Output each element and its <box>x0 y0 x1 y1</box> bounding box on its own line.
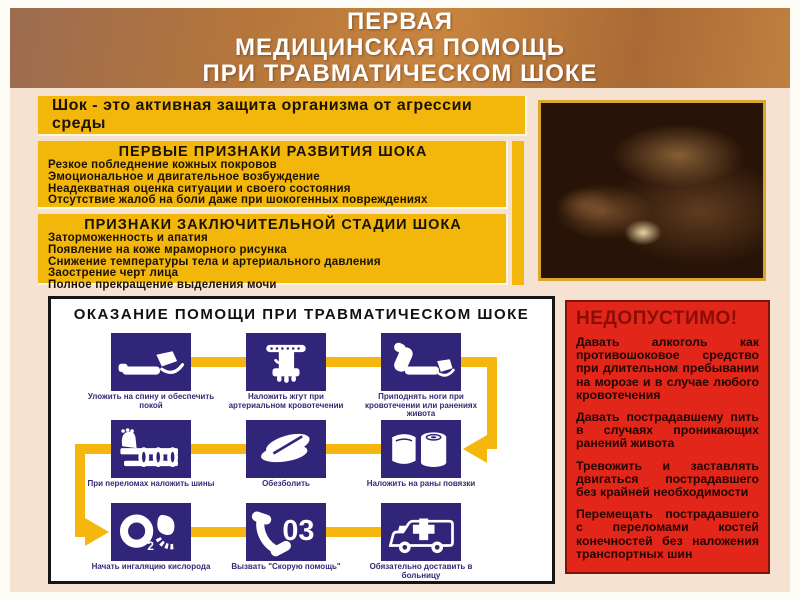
phone-03-icon <box>250 507 322 557</box>
oxygen-icon <box>115 507 187 557</box>
step-caption: Обезболить <box>262 479 310 488</box>
aid-step-tile <box>111 420 191 478</box>
final-sign-item: Полное прекращение выделения мочи <box>48 279 277 292</box>
flow-connector <box>191 444 246 454</box>
first-sign-item: Эмоциональное и двигательное возбуждение <box>48 170 320 183</box>
step-caption: Вызвать "Скорую помощь" <box>231 562 341 571</box>
raised-legs-icon <box>385 337 457 387</box>
aid-step-tile <box>246 420 326 478</box>
step-caption: Обязательно доставить в больницу <box>369 562 473 580</box>
title-line-2: МЕДИЦИНСКАЯ ПОМОЩЬ <box>235 34 565 61</box>
yellow-divider-strip <box>512 141 524 285</box>
flow-connector <box>326 444 381 454</box>
final-sign-item: Заторможенность и апатия <box>48 232 208 244</box>
final-sign-item: Заострение черт лица <box>48 267 179 280</box>
aid-step-tile <box>381 420 461 478</box>
flow-arrow-left-icon <box>463 435 487 463</box>
step-caption: Наложить на раны повязки <box>366 479 476 488</box>
title-line-3: ПРИ ТРАВМАТИЧЕСКОМ ШОКЕ <box>202 60 598 87</box>
step-caption: Начать ингаляцию кислорода <box>91 562 211 571</box>
step-caption: Уложить на спину и обеспечить покой <box>87 392 215 410</box>
forbidden-panel <box>565 300 770 574</box>
final-sign-item: Снижение температуры тела и артериального давления <box>48 255 381 268</box>
shock-definition-box <box>38 96 527 136</box>
step-caption: Приподнять ноги при кровотечении или ранениях живота <box>364 392 478 419</box>
tourniquet-icon <box>250 337 322 387</box>
forbidden-item: Перемещать пострадавшего с переломами костей конечностей без наложения транспортных шин <box>576 507 759 561</box>
first-sign-item: Неадекватная оценка ситуации и своего состояния <box>48 182 351 195</box>
first-sign-item: Отсутствие жалоб на боли даже при шокогенных повреждениях <box>48 194 428 207</box>
first-sign-item: Резкое побледнение кожных покровов <box>48 159 277 171</box>
aid-step-tile <box>246 503 326 561</box>
svg-text:2: 2 <box>147 540 154 553</box>
flow-connector <box>326 357 381 367</box>
final-signs-box <box>38 214 508 292</box>
forbidden-item: Давать алкоголь как противошоковое средство при длительном пребывании на морозе и в случае любого кровотечения <box>576 335 759 402</box>
flow-connector <box>191 527 246 537</box>
aid-panel-title: ОКАЗАНИЕ ПОМОЩИ ПРИ ТРАВМАТИЧЕСКОМ ШОКЕ <box>73 306 530 323</box>
pills-icon <box>250 424 322 474</box>
aid-step-tile <box>381 333 461 391</box>
poster-header <box>10 8 790 88</box>
flow-connector <box>326 527 381 537</box>
shock-victim-photo <box>538 100 766 281</box>
aid-flowchart-panel <box>48 296 555 584</box>
step-caption: При переломах наложить шины <box>87 479 215 488</box>
flow-connector <box>75 444 85 537</box>
bandage-icon <box>385 424 457 474</box>
aid-step-tile <box>111 333 191 391</box>
aid-step-tile <box>381 503 461 561</box>
flow-connector <box>191 357 246 367</box>
first-signs-title: ПЕРВЫЕ ПРИЗНАКИ РАЗВИТИЯ ШОКА <box>118 144 428 160</box>
shock-definition-text: Шок - это активная защита организма от агрессии среды <box>52 97 473 132</box>
aid-step-tile <box>111 503 191 561</box>
forbidden-item: Тревожить и заставлять двигаться пострадавшего без крайней необходимости <box>576 458 759 500</box>
splint-icon <box>115 424 187 474</box>
forbidden-item: Давать пострадавшему пить в случаях проникающих ранений живота <box>576 410 759 451</box>
ambulance-icon <box>385 507 457 557</box>
aid-step-tile <box>246 333 326 391</box>
svg-text:03: 03 <box>282 515 315 548</box>
final-sign-item: Появление на коже мраморного рисунка <box>48 243 287 256</box>
flow-arrow-right-icon <box>85 518 109 546</box>
title-line-1: ПЕРВАЯ <box>347 8 453 35</box>
step-caption: Наложить жгут при артериальном кровотечении <box>228 392 344 410</box>
first-signs-box <box>38 141 508 209</box>
flow-connector <box>487 357 497 449</box>
final-signs-title: ПРИЗНАКИ ЗАКЛЮЧИТЕЛЬНОЙ СТАДИИ ШОКА <box>84 217 462 233</box>
person-lying-icon <box>115 337 187 387</box>
forbidden-title: НЕДОПУСТИМО! <box>576 308 738 329</box>
